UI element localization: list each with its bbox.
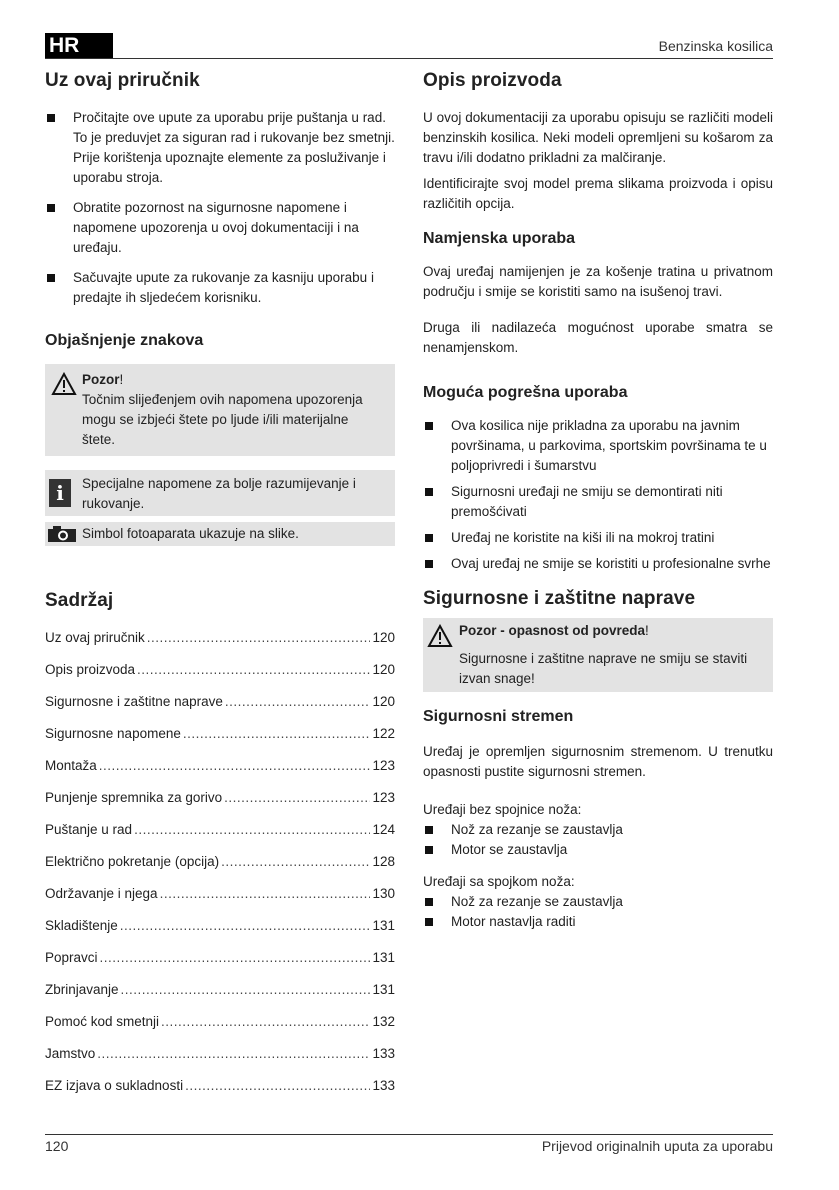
device-group-list: [423, 892, 773, 932]
toc-entry-page: 123: [372, 790, 395, 805]
toc-entry[interactable]: [45, 756, 395, 788]
toc-entry-title: Održavanje i njega: [45, 886, 158, 901]
toc-dot-leader: [183, 724, 371, 744]
toc-entry[interactable]: [45, 1044, 395, 1076]
footer-divider: [45, 1134, 773, 1135]
language-badge: HR: [45, 33, 113, 59]
toc-dot-leader: [99, 756, 371, 776]
left-column: [45, 64, 395, 1108]
warning-exclamation: !: [645, 623, 649, 638]
warning-text: Sigurnosne i zaštitne naprave ne smiju se staviti izvan snage!: [459, 651, 748, 686]
toc-dot-leader: [120, 916, 371, 936]
list-item: Uređaj ne koristite na kiši ili na mokroj tratini: [423, 528, 773, 548]
toc-entry-page: 120: [372, 694, 395, 709]
list-item: Sačuvajte upute za rukovanje za kasniju uporabu i predajte ih sljedećem korisniku.: [45, 268, 395, 308]
warning-triangle-icon: [51, 372, 77, 396]
toc-entry[interactable]: [45, 628, 395, 660]
toc-entry-page: 131: [372, 950, 395, 965]
warning-notice: [45, 364, 395, 456]
toc-dot-leader: [160, 884, 371, 904]
toc-entry-title: Skladištenje: [45, 918, 118, 933]
toc-entry-title: Montaža: [45, 758, 97, 773]
safety-bar-paragraph: Uređaj je opremljen sigurnosnim stremenom. U trenutku opasnosti pustite sigurnosni stremen.: [423, 744, 773, 779]
toc-entry[interactable]: [45, 916, 395, 948]
info-notice: [45, 470, 395, 516]
safety-warning-notice: [423, 618, 773, 692]
toc-entry[interactable]: [45, 788, 395, 820]
info-text: Specijalne napomene za bolje razumijevanje i rukovanje.: [82, 476, 356, 511]
section-heading-safety-bar: Sigurnosni stremen: [423, 708, 574, 725]
list-item: Motor nastavlja raditi: [423, 912, 773, 932]
list-item: Obratite pozornost na sigurnosne napomene i napomene upozorenja u ovoj dokumentaciji i na uređaju.: [45, 198, 395, 258]
section-heading-contents: Sadržaj: [45, 590, 114, 611]
misuse-bullet-list: [423, 416, 773, 574]
page-number: 120: [45, 1138, 69, 1154]
toc-entry-title: Jamstvo: [45, 1046, 96, 1061]
warning-title: Pozor: [82, 372, 120, 387]
toc-entry-page: 131: [372, 982, 395, 997]
section-heading-intended-use: Namjenska uporaba: [423, 230, 576, 247]
toc-entry-title: Sigurnosne napomene: [45, 726, 181, 741]
toc-entry-title: Opis proizvoda: [45, 662, 136, 677]
toc-entry-page: 120: [372, 662, 395, 677]
toc-entry[interactable]: [45, 948, 395, 980]
warning-title-line: [82, 370, 123, 390]
section-heading-safety-devices: Sigurnosne i zaštitne naprave: [423, 588, 696, 609]
description-paragraph: U ovoj dokumentaciji za uporabu opisuju se različiti modeli benzinskih kosilica. Neki modeli opremljeni su košarom za travu i/ili dodatno prikladni za malčiranje.: [423, 110, 773, 165]
right-column: [423, 64, 773, 932]
warning-triangle-icon: [427, 624, 453, 648]
toc-entry-title: Električno pokretanje (opcija): [45, 854, 220, 869]
camera-text: Simbol fotoaparata ukazuje na slike.: [82, 526, 299, 541]
toc-entry[interactable]: [45, 724, 395, 756]
section-heading-symbols: Objašnjenje znakova: [45, 332, 204, 349]
toc-entry-title: Puštanje u rad: [45, 822, 133, 837]
toc-entry[interactable]: [45, 820, 395, 852]
warning-title: Pozor - opasnost od povreda: [459, 623, 646, 638]
footer-caption: Prijevod originalnih uputa za uporabu: [541, 1138, 773, 1154]
toc-entry-page: 122: [372, 726, 395, 741]
toc-entry-page: 130: [372, 886, 395, 901]
toc-dot-leader: [161, 1012, 370, 1032]
device-group-label: Uređaji sa spojkom noža:: [423, 874, 575, 889]
toc-entry[interactable]: [45, 1012, 395, 1044]
toc-dot-leader: [137, 660, 370, 680]
device-group-list: [423, 820, 773, 860]
toc-entry-title: Sigurnosne i zaštitne naprave: [45, 694, 223, 709]
toc-entry-page: 132: [372, 1014, 395, 1029]
list-item: Sigurnosni uređaji ne smiju se demontirati niti premošćivati: [423, 482, 773, 522]
document-title: Benzinska kosilica: [658, 38, 773, 54]
toc-entry-title: Pomoć kod smetnji: [45, 1014, 160, 1029]
toc-entry-page: 120: [372, 630, 395, 645]
header-divider: [45, 58, 773, 59]
toc-entry-page: 124: [372, 822, 395, 837]
toc-entry-title: Popravci: [45, 950, 98, 965]
info-icon: i: [49, 479, 71, 507]
toc-dot-leader: [185, 1076, 370, 1096]
device-group-label: Uređaji bez spojnice noža:: [423, 802, 582, 817]
list-item: Ova kosilica nije prikladna za uporabu na javnim površinama, u parkovima, sportskim površinama te u poljoprivredi i šumarstvu: [423, 416, 773, 476]
toc-dot-leader: [221, 852, 370, 872]
toc-dot-leader: [224, 788, 370, 808]
toc-dot-leader: [225, 692, 371, 712]
warning-exclamation: !: [119, 372, 124, 387]
list-item: Nož za rezanje se zaustavlja: [423, 892, 773, 912]
toc-entry[interactable]: [45, 1076, 395, 1108]
section-heading-misuse: Moguća pogrešna uporaba: [423, 384, 628, 401]
toc-entry-title: EZ izjava o sukladnosti: [45, 1078, 184, 1093]
toc-entry-page: 128: [372, 854, 395, 869]
warning-title-line: [459, 621, 649, 641]
toc-entry-page: 131: [372, 918, 395, 933]
section-heading-description: Opis proizvoda: [423, 70, 562, 91]
camera-icon: [48, 526, 76, 542]
camera-notice: [45, 522, 395, 546]
toc-entry-title: Zbrinjavanje: [45, 982, 119, 997]
toc-dot-leader: [121, 980, 371, 1000]
toc-dot-leader: [134, 820, 370, 840]
toc-entry-title: Punjenje spremnika za gorivo: [45, 790, 223, 805]
toc-entry-page: 133: [372, 1046, 395, 1061]
toc-entry[interactable]: [45, 852, 395, 884]
toc-entry[interactable]: [45, 884, 395, 916]
list-item: Pročitajte ove upute za uporabu prije puštanja u rad. To je preduvjet za siguran rad i rukovanje bez smetnji. Prije korištenja upoznajte elemente za posluživanje i uporabu stroja.: [45, 108, 395, 188]
table-of-contents: [45, 628, 395, 1108]
toc-entry-page: 133: [372, 1078, 395, 1093]
toc-entry-title: Uz ovaj priručnik: [45, 630, 145, 645]
warning-text: Točnim slijeđenjem ovih napomena upozorenja mogu se izbjeći štete po ljude i/ili materijalne štete.: [82, 392, 363, 447]
list-item: Motor se zaustavlja: [423, 840, 773, 860]
toc-entry[interactable]: [45, 660, 395, 692]
toc-entry[interactable]: [45, 692, 395, 724]
toc-entry-page: 123: [372, 758, 395, 773]
toc-entry[interactable]: [45, 980, 395, 1012]
description-paragraph: Identificirajte svoj model prema slikama proizvoda i opisu različitih opcija.: [423, 176, 773, 211]
intended-use-paragraph: Druga ili nadilazeća mogućnost uporabe smatra se nenamjenskom.: [423, 320, 773, 355]
list-item: Nož za rezanje se zaustavlja: [423, 820, 773, 840]
toc-dot-leader: [97, 1044, 370, 1064]
list-item: Ovaj uređaj ne smije se koristiti u profesionalne svrhe: [423, 554, 773, 574]
toc-dot-leader: [147, 628, 371, 648]
toc-dot-leader: [100, 948, 371, 968]
about-bullet-list: [45, 108, 395, 308]
intended-use-paragraph: Ovaj uređaj namijenjen je za košenje tratina u privatnom području i smije se koristiti samo na isušenoj travi.: [423, 264, 773, 299]
section-heading-about: Uz ovaj priručnik: [45, 70, 200, 91]
